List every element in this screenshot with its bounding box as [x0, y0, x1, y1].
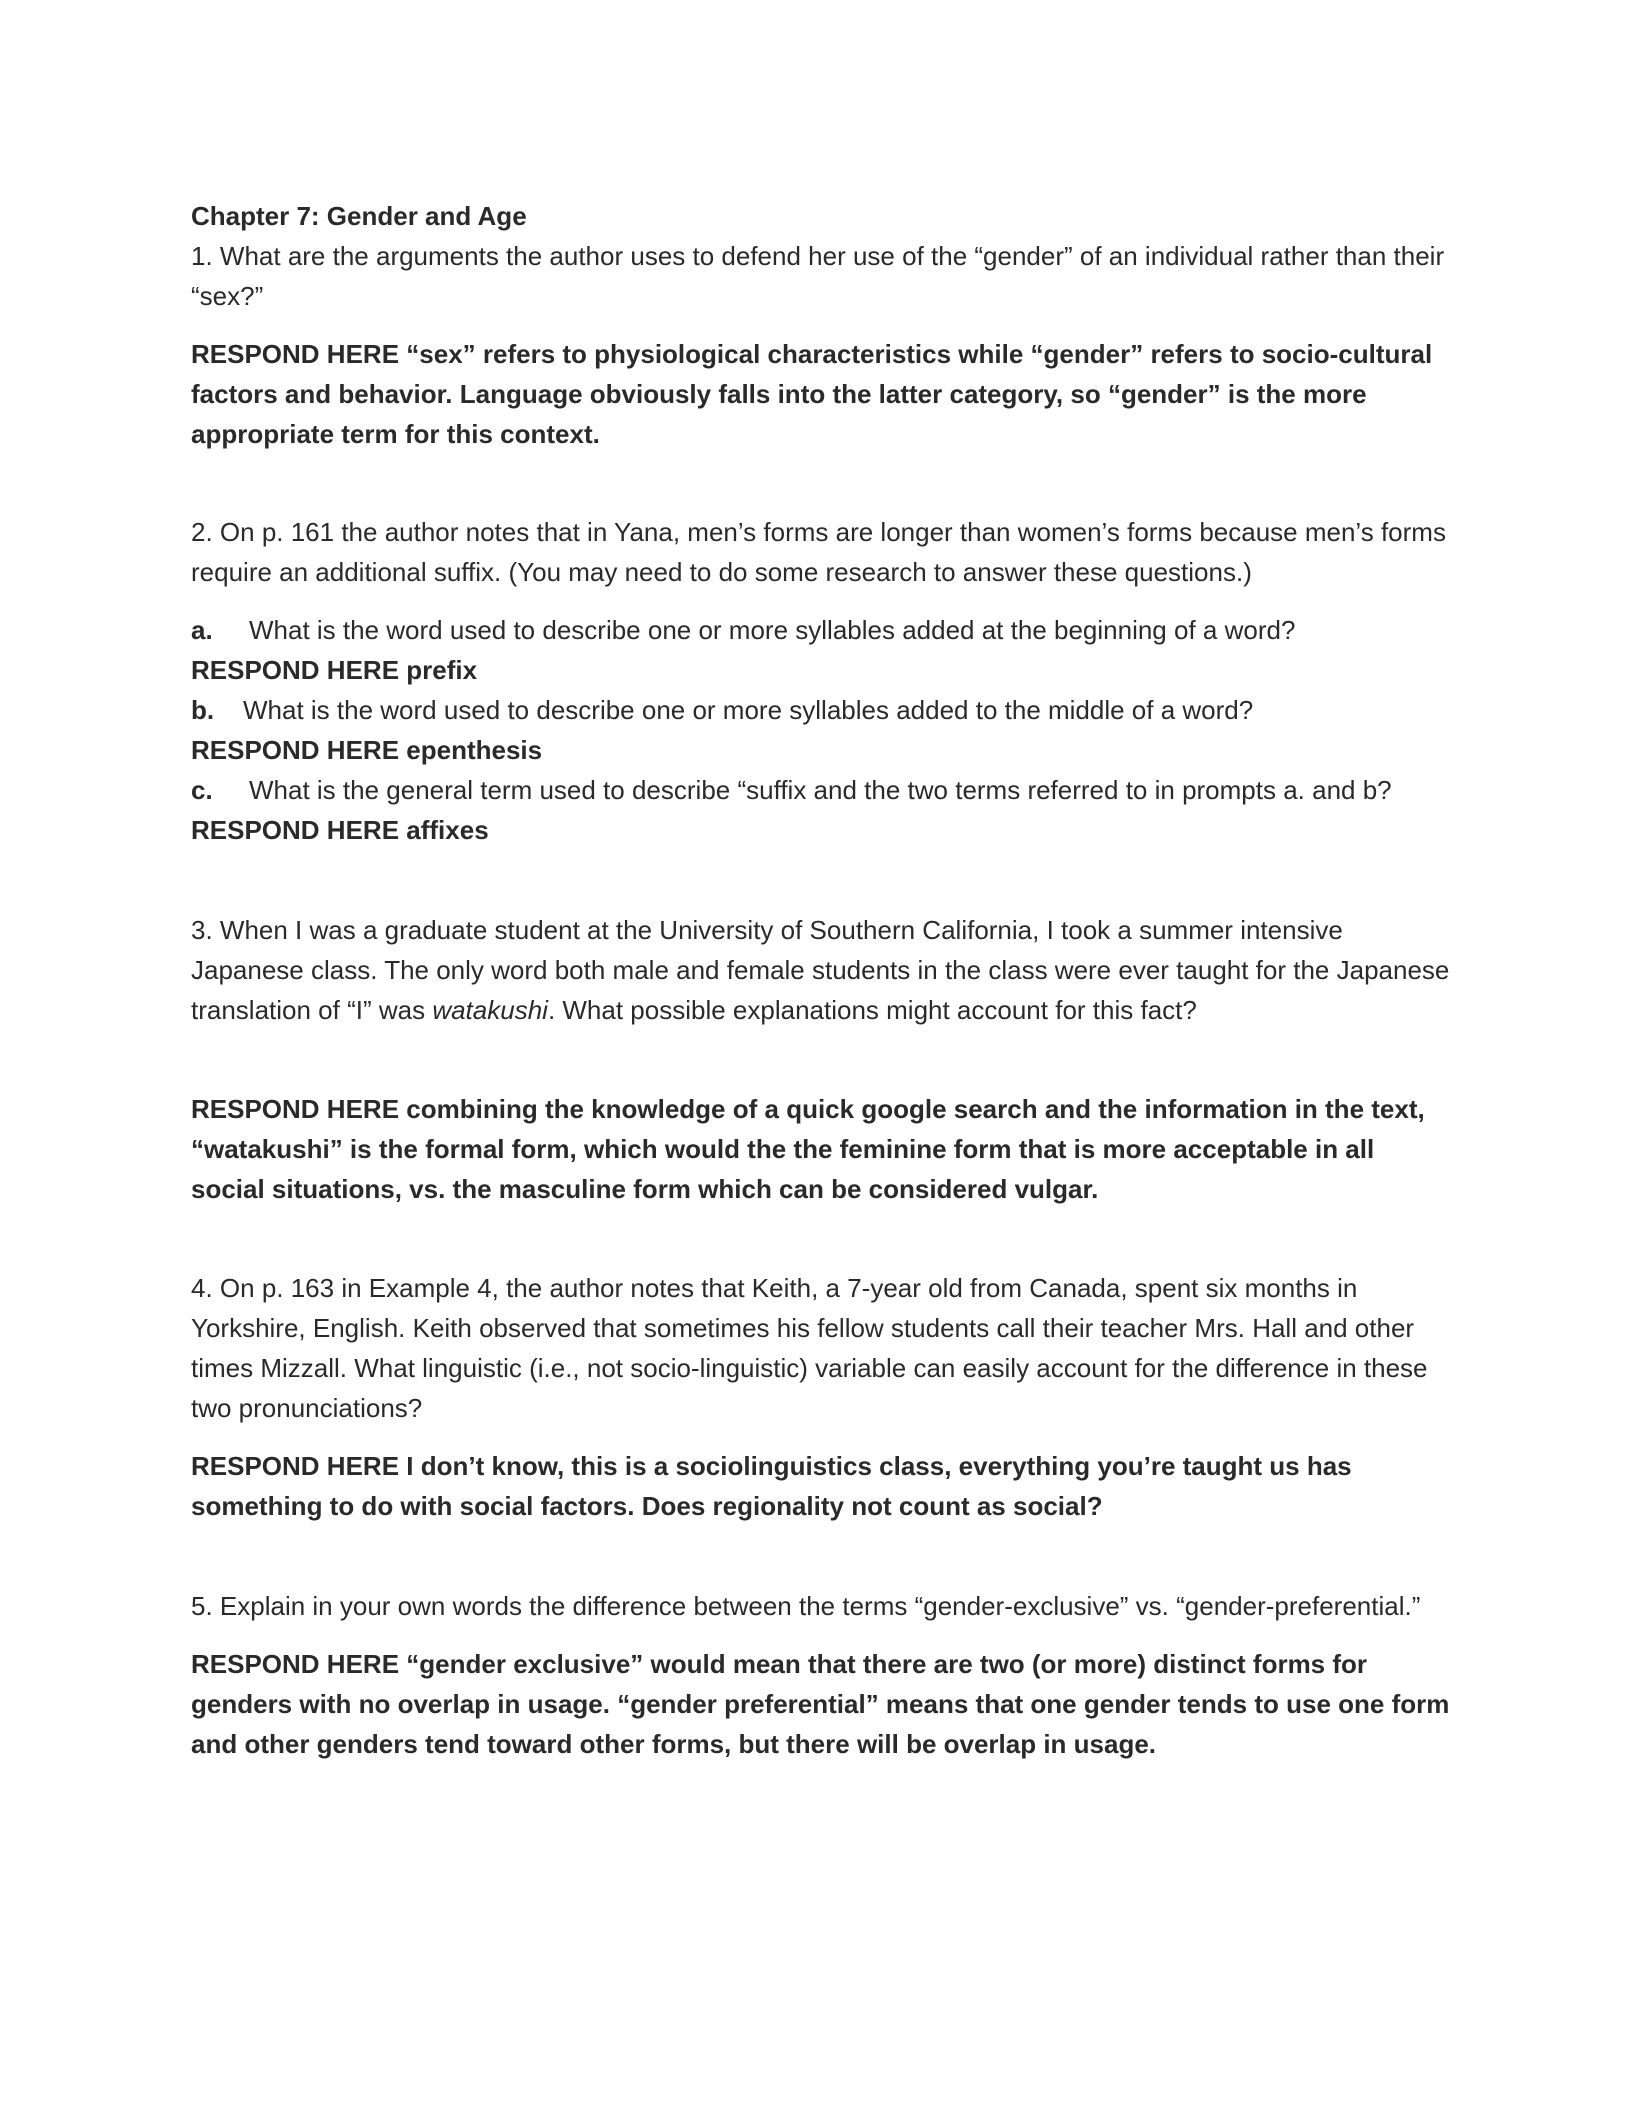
respond-label: RESPOND HERE	[191, 655, 400, 685]
chapter-title: Chapter 7: Gender and Age	[191, 201, 527, 231]
respond-label: RESPOND HERE	[191, 815, 400, 845]
answer-4-text: I don’t know, this is a sociolinguistics class, everything you’re taught us has something to do with social factors. Does regionality not count as social?	[191, 1451, 1352, 1521]
respond-label: RESPOND HERE	[191, 339, 400, 369]
question-2c-text: What is the general term used to describe “suffix and the two terms referred to in prompts a. and b?	[249, 775, 1392, 805]
answer-2c	[191, 810, 1451, 850]
question-3	[191, 910, 1451, 1030]
respond-label: RESPOND HERE	[191, 1451, 400, 1481]
question-2a	[191, 610, 1451, 650]
question-2b	[191, 690, 1451, 730]
question-3-text-before: 3. When I was a graduate student at the University of Southern California, I took a summer intensive Japanese class. The only word both male and female students in the class were ever taught for the Japanese translation of “I” was	[191, 915, 1450, 1025]
answer-3	[191, 1089, 1451, 1209]
answer-1	[191, 334, 1451, 454]
answer-2a-text: prefix	[406, 655, 478, 685]
question-2: 2. On p. 161 the author notes that in Yana, men’s forms are longer than women’s forms because men’s forms require an additional suffix. (You may need to do some research to answer these questions.)	[191, 517, 1446, 587]
question-3-italic-word: watakushi	[432, 995, 548, 1025]
question-2a-letter: a.	[191, 615, 213, 645]
document-body	[191, 196, 1451, 1764]
question-3-text-after: . What possible explanations might account for this fact?	[547, 995, 1197, 1025]
answer-2b-text: epenthesis	[406, 735, 543, 765]
answer-5	[191, 1644, 1451, 1764]
question-2b-letter: b.	[191, 695, 215, 725]
respond-label: RESPOND HERE	[191, 1649, 400, 1679]
answer-2b	[191, 730, 1451, 770]
question-2c-letter: c.	[191, 775, 213, 805]
question-2c	[191, 770, 1451, 810]
question-5: 5. Explain in your own words the difference between the terms “gender-exclusive” vs. “gender-preferential.”	[191, 1591, 1421, 1621]
answer-5-text: “gender exclusive” would mean that there are two (or more) distinct forms for genders with no overlap in usage. “gender preferential” means that one gender tends to use one form and other genders tend toward other forms, but there will be overlap in usage.	[191, 1649, 1450, 1759]
answer-4	[191, 1446, 1451, 1526]
answer-3-text: combining the knowledge of a quick google search and the information in the text, “watakushi” is the formal form, which would the the feminine form that is more acceptable in all social situations, vs. the masculine form which can be considered vulgar.	[191, 1094, 1425, 1204]
question-2b-text: What is the word used to describe one or more syllables added to the middle of a word?	[243, 695, 1254, 725]
question-4: 4. On p. 163 in Example 4, the author notes that Keith, a 7-year old from Canada, spent six months in Yorkshire, English. Keith observed that sometimes his fellow students call their teacher Mrs. Hall and other times Mizzall. What linguistic (i.e., not socio-linguistic) variable can easily account for the difference in these two pronunciations?	[191, 1273, 1428, 1423]
respond-label: RESPOND HERE	[191, 735, 400, 765]
answer-2a	[191, 650, 1451, 690]
respond-label: RESPOND HERE	[191, 1094, 400, 1124]
question-2a-text: What is the word used to describe one or more syllables added at the beginning of a word?	[249, 615, 1296, 645]
answer-1-text: “sex” refers to physiological characteristics while “gender” refers to socio-cultural factors and behavior. Language obviously falls into the latter category, so “gender” is the more appropriate term for this context.	[191, 339, 1433, 449]
answer-2c-text: affixes	[406, 815, 489, 845]
question-1: 1. What are the arguments the author uses to defend her use of the “gender” of an individual rather than their “sex?”	[191, 241, 1445, 311]
